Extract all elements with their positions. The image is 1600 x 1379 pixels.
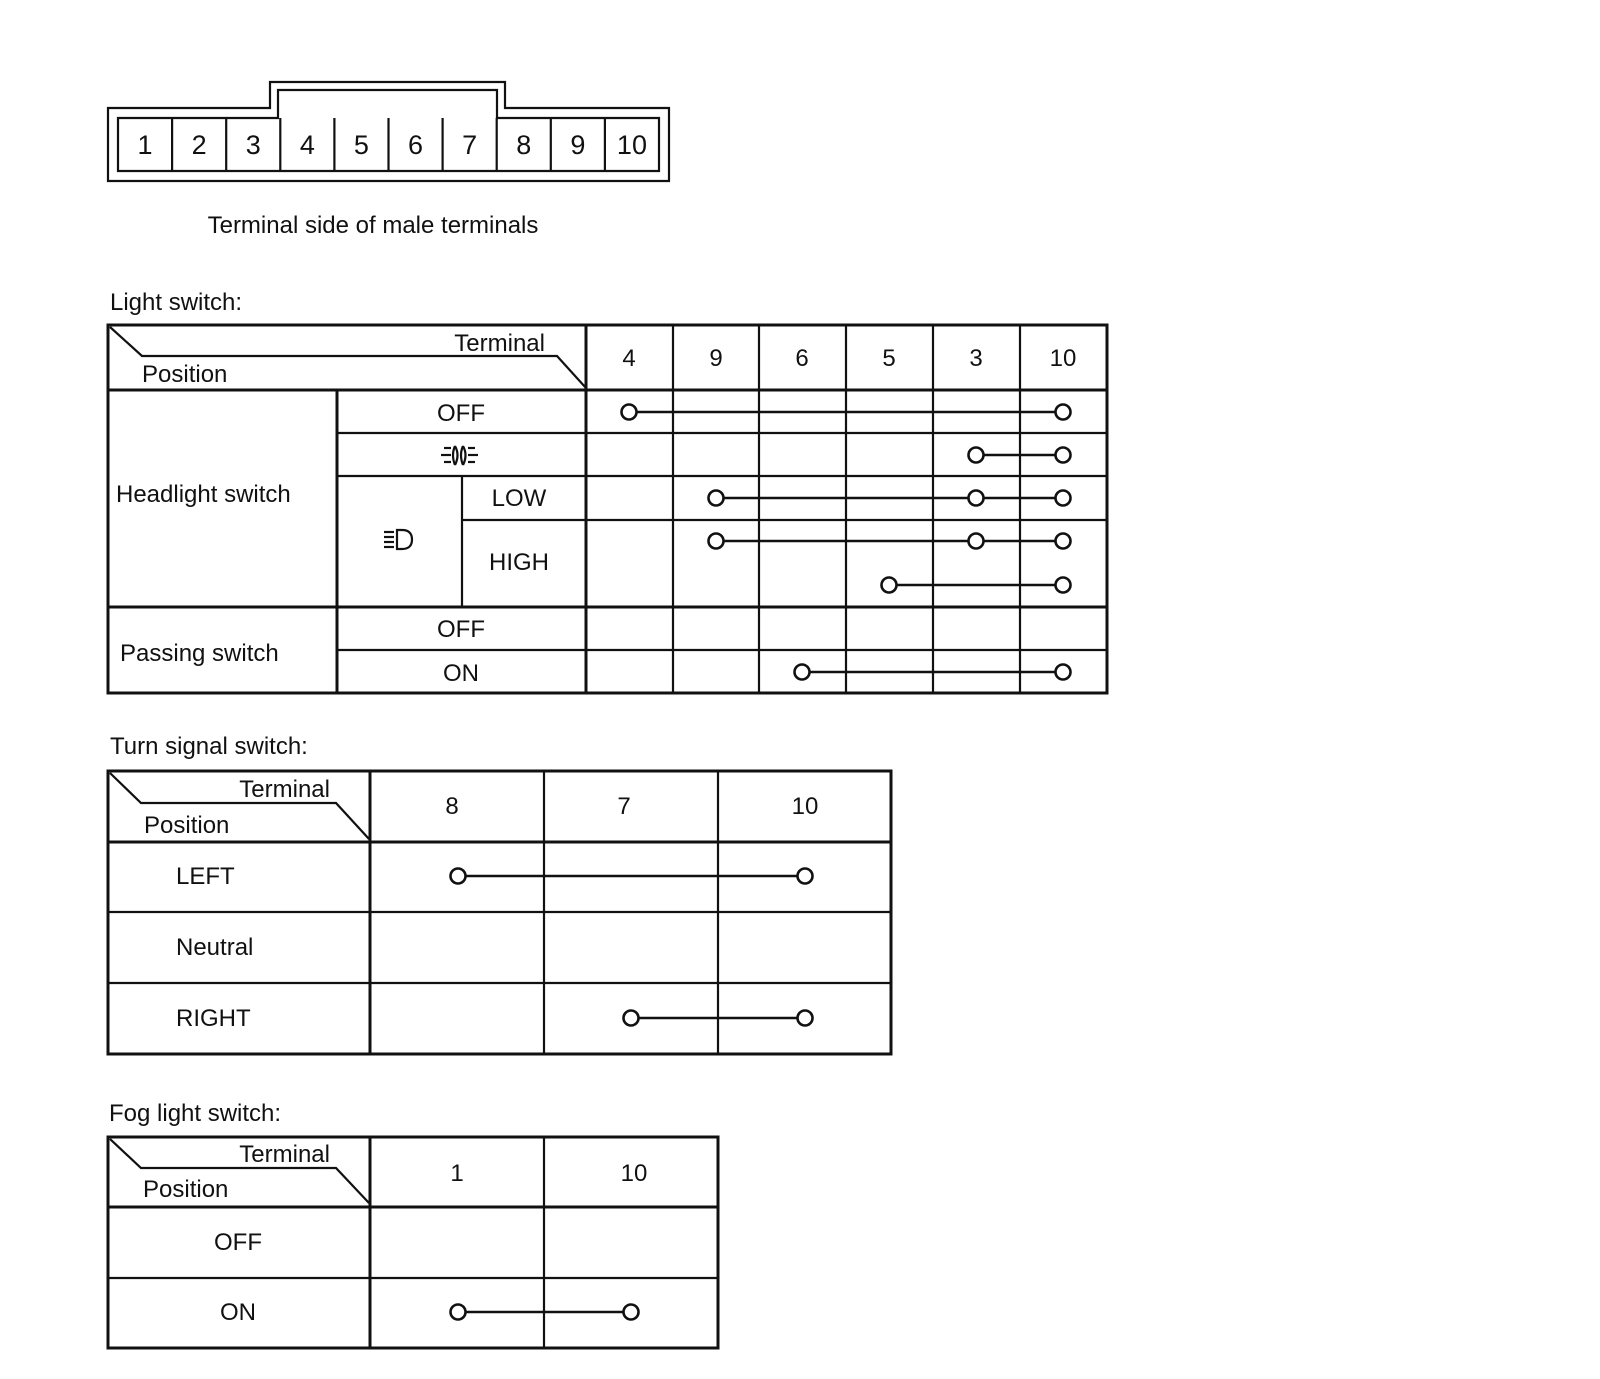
terminal-point — [1056, 448, 1071, 463]
terminal-point — [1056, 578, 1071, 593]
fog-row-off: OFF — [214, 1229, 262, 1256]
connector-pin-7: 7 — [462, 130, 478, 160]
light-connection-high-2 — [882, 578, 1071, 593]
headlight-switch-label: Headlight switch — [116, 481, 291, 508]
fog-header-position: Position — [143, 1176, 229, 1203]
terminal-point — [622, 405, 637, 420]
turn-terminal-8: 8 — [445, 793, 459, 820]
turn-terminal-labels — [445, 793, 818, 820]
turn-signal-connections — [451, 869, 813, 1026]
fog-light-table — [108, 1137, 718, 1348]
fog-row-on: ON — [220, 1299, 256, 1326]
light-connection-high-1 — [709, 534, 1071, 549]
terminal-point — [795, 665, 810, 680]
light-terminal-9: 9 — [709, 345, 723, 372]
turn-row-neutral: Neutral — [176, 934, 254, 961]
light-position-off: OFF — [437, 400, 485, 427]
turn-row-labels — [176, 863, 253, 1032]
terminal-point — [798, 869, 813, 884]
fog-header-terminal: Terminal — [239, 1141, 330, 1168]
terminal-point — [624, 1305, 639, 1320]
connector-pin-9: 9 — [570, 130, 586, 160]
terminal-point — [1056, 491, 1071, 506]
connector-pin-1: 1 — [137, 130, 153, 160]
light-position-high: HIGH — [489, 549, 549, 576]
light-terminal-10: 10 — [1049, 345, 1077, 372]
terminal-point — [969, 491, 984, 506]
turn-header-terminal: Terminal — [239, 776, 330, 803]
passing-switch-label: Passing switch — [120, 640, 279, 667]
terminal-point — [1056, 405, 1071, 420]
turn-connection-left — [451, 869, 813, 884]
connector-pin-labels — [138, 130, 647, 160]
terminal-point — [969, 448, 984, 463]
fog-terminal-labels — [450, 1160, 647, 1187]
turn-signal-table — [108, 771, 891, 1054]
light-connection-low — [709, 491, 1071, 506]
terminal-point — [451, 869, 466, 884]
terminal-point — [709, 491, 724, 506]
turn-header-position: Position — [144, 812, 230, 839]
light-terminal-5: 5 — [882, 345, 896, 372]
terminal-point — [451, 1305, 466, 1320]
light-switch-title: Light switch: — [110, 289, 243, 316]
terminal-point — [1056, 534, 1071, 549]
terminal-point — [1056, 665, 1071, 680]
connector-diagram — [108, 82, 669, 239]
connector-pin-dividers — [172, 118, 605, 171]
headlamp-icon — [384, 530, 412, 549]
light-switch-table — [108, 325, 1107, 693]
terminal-point — [969, 534, 984, 549]
terminal-point — [709, 534, 724, 549]
connector-pin-10: 10 — [616, 130, 647, 160]
turn-terminal-7: 7 — [617, 793, 631, 820]
connector-pin-8: 8 — [516, 130, 532, 160]
turn-row-left: LEFT — [176, 863, 235, 890]
light-terminal-labels — [622, 345, 1076, 372]
connector-caption: Terminal side of male terminals — [207, 212, 539, 239]
connector-pin-2: 2 — [191, 130, 207, 160]
connector-pin-3: 3 — [245, 130, 261, 160]
turn-row-right: RIGHT — [176, 1005, 251, 1032]
light-header-terminal: Terminal — [454, 330, 545, 357]
fog-terminal-1: 1 — [450, 1160, 464, 1187]
passing-position-on: ON — [443, 660, 479, 687]
fog-terminal-10: 10 — [620, 1160, 648, 1187]
connector-pin-4: 4 — [299, 130, 315, 160]
connector-pin-5: 5 — [353, 130, 369, 160]
light-terminal-6: 6 — [795, 345, 809, 372]
turn-terminal-10: 10 — [791, 793, 819, 820]
terminal-point — [798, 1011, 813, 1026]
light-terminal-4: 4 — [622, 345, 636, 372]
fog-light-title: Fog light switch: — [109, 1100, 282, 1127]
turn-signal-title: Turn signal switch: — [110, 733, 308, 760]
light-header-position: Position — [142, 361, 228, 388]
light-switch-table-border — [108, 325, 1107, 693]
terminal-point — [882, 578, 897, 593]
connector-pin-6: 6 — [408, 130, 424, 160]
light-position-low: LOW — [491, 485, 547, 512]
terminal-point — [624, 1011, 639, 1026]
passing-position-off: OFF — [437, 616, 485, 643]
light-terminal-3: 3 — [969, 345, 983, 372]
parking-light-icon — [441, 446, 478, 465]
